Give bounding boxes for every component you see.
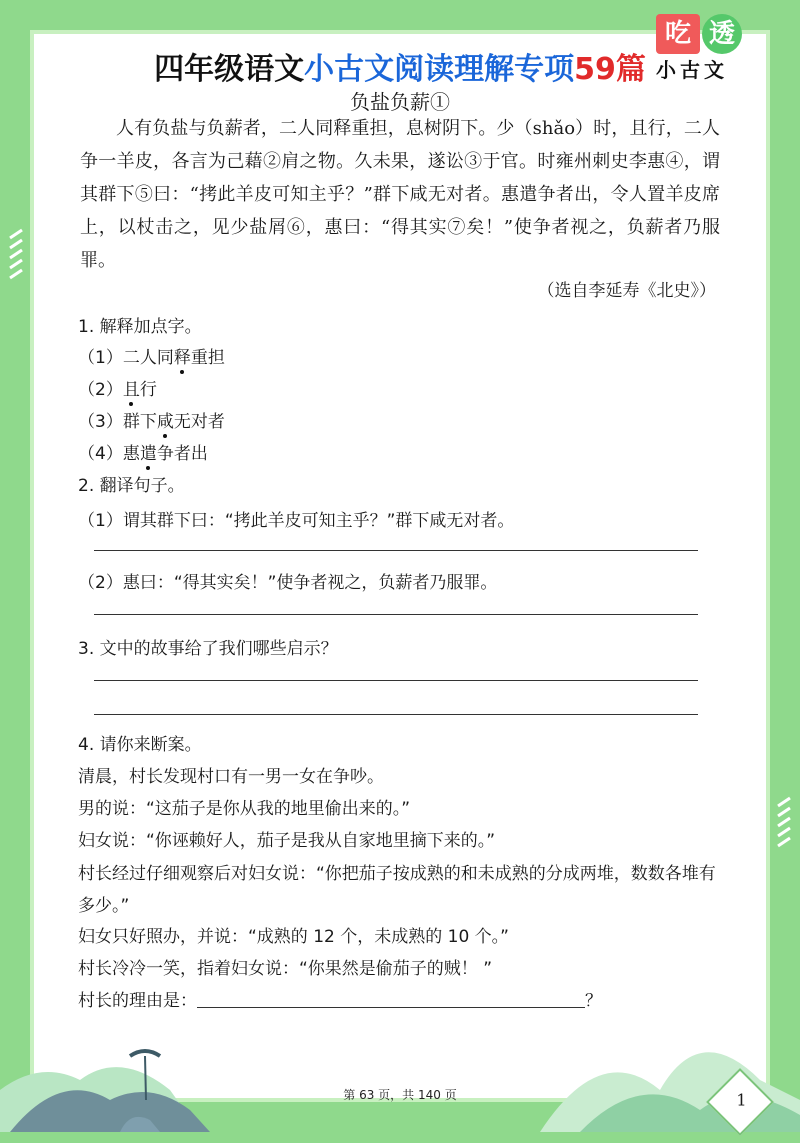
q4-title: 4. 请你来断案。 [78, 735, 202, 755]
q1-title: 1. 解释加点字。 [78, 317, 202, 337]
passage-source: （选自李延寿《北史》） [537, 281, 716, 301]
page-title: 四年级语文小古文阅读理解专项59篇 [154, 52, 646, 87]
passage-title: 负盐负薪① [350, 90, 450, 114]
q2-sentence-1: （1）谓其群下曰：“拷此羊皮可知主乎？”群下咸无对者。 [78, 511, 515, 531]
page-footer: 第 63 页，共 140 页 [343, 1088, 457, 1102]
page-number: 1 [736, 1090, 747, 1110]
q1-item-1: （1）二人同释重担 [78, 348, 225, 368]
q4-answer: 村长的理由是： ？ [78, 991, 602, 1011]
passage-text: 人有负盐与负薪者，二人同释重担，息树阴下。少（shǎo）时，且行，二人争一羊皮，各言为己藉②肩之物。久未果，遂讼③于官。时雍州刺史李惠④，谓其群下⑤曰：“拷此羊皮可知主乎？”群下咸无对者。惠遣争者出，令人置羊皮席上，以杖击之，见少盐屑⑥，惠曰：“得其实⑦矣！”使争者视之，负薪者乃服罪。 [80, 118, 720, 271]
q4-line-1: 清晨，村长发现村口有一男一女在争吵。 [78, 767, 384, 787]
q2-title: 2. 翻译句子。 [78, 476, 185, 496]
q2-sentence-2: （2）惠曰：“得其实矣！”使争者视之，负薪者乃服罪。 [78, 573, 498, 593]
brand-badge [656, 8, 766, 82]
badge-subtitle: 小古文 [656, 58, 728, 82]
mountain-decoration [0, 1000, 800, 1132]
q1-item-4: （4）惠遣争者出 [78, 444, 208, 464]
badge-chi: 吃 [656, 14, 700, 54]
passage [80, 112, 720, 277]
q4-line-5: 妇女只好照办，并说：“成熟的 12 个，未成熟的 10 个。” [78, 927, 509, 947]
q4-line-6: 村长冷冷一笑，指着妇女说：“你果然是偷茄子的贼！ ” [78, 959, 493, 979]
q3-title: 3. 文中的故事给了我们哪些启示？ [78, 639, 338, 659]
q1-item-2: （2）且行 [78, 380, 157, 400]
answer-line-q3-1[interactable] [94, 680, 698, 681]
badge-tou: 透 [702, 14, 742, 54]
q4-line-4: 村长经过仔细观察后对妇女说：“你把茄子按成熟的和未成熟的分成两堆，数数各堆有多少。” [78, 864, 716, 916]
answer-line-q2-2[interactable] [94, 614, 698, 615]
answer-line-q3-2[interactable] [94, 714, 698, 715]
q4-line-2: 男的说：“这茄子是你从我的地里偷出来的。” [78, 799, 411, 819]
q1-item-3: （3）群下咸无对者 [78, 412, 225, 432]
q4-line-3: 妇女说：“你诬赖好人，茄子是我从自家地里摘下来的。” [78, 831, 496, 851]
answer-line-q2-1[interactable] [94, 550, 698, 551]
